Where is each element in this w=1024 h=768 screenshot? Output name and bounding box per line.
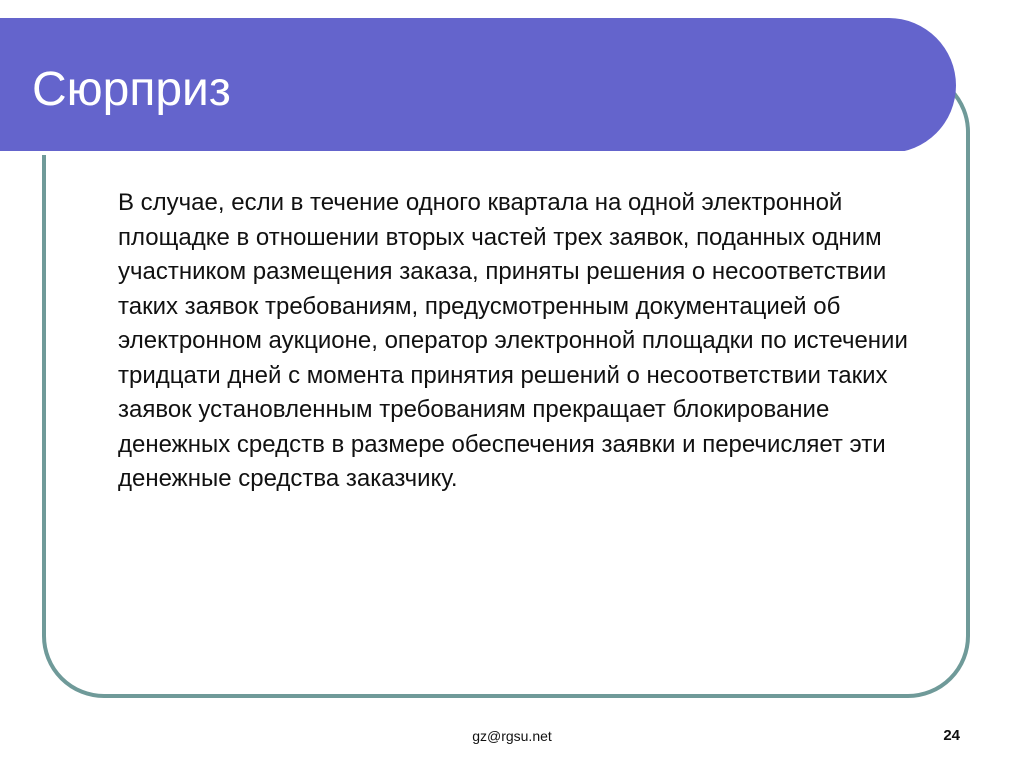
slide-body-text: В случае, если в течение одного квартала на одной электронной площадке в отношении вторых частей трех заявок, поданных одним участником размещения заказа, приняты решения о несоответствии таких заявок требованиям, предусмотренным документацией об электронном аукционе, оператор электронной площадки по истечении тридцати дней с момента принятия решений о несоответствии таких заявок установленным требованиям прекращает блокирование денежных средств в размере обеспечения заявки и перечисляет эти денежные средства заказчику. bbox=[118, 189, 908, 492]
title-banner bbox=[0, 18, 956, 153]
title-underline bbox=[0, 151, 905, 155]
footer-email: gz@rgsu.net bbox=[472, 728, 552, 744]
page-number: 24 bbox=[943, 727, 960, 744]
slide-title: Сюрприз bbox=[32, 63, 231, 116]
